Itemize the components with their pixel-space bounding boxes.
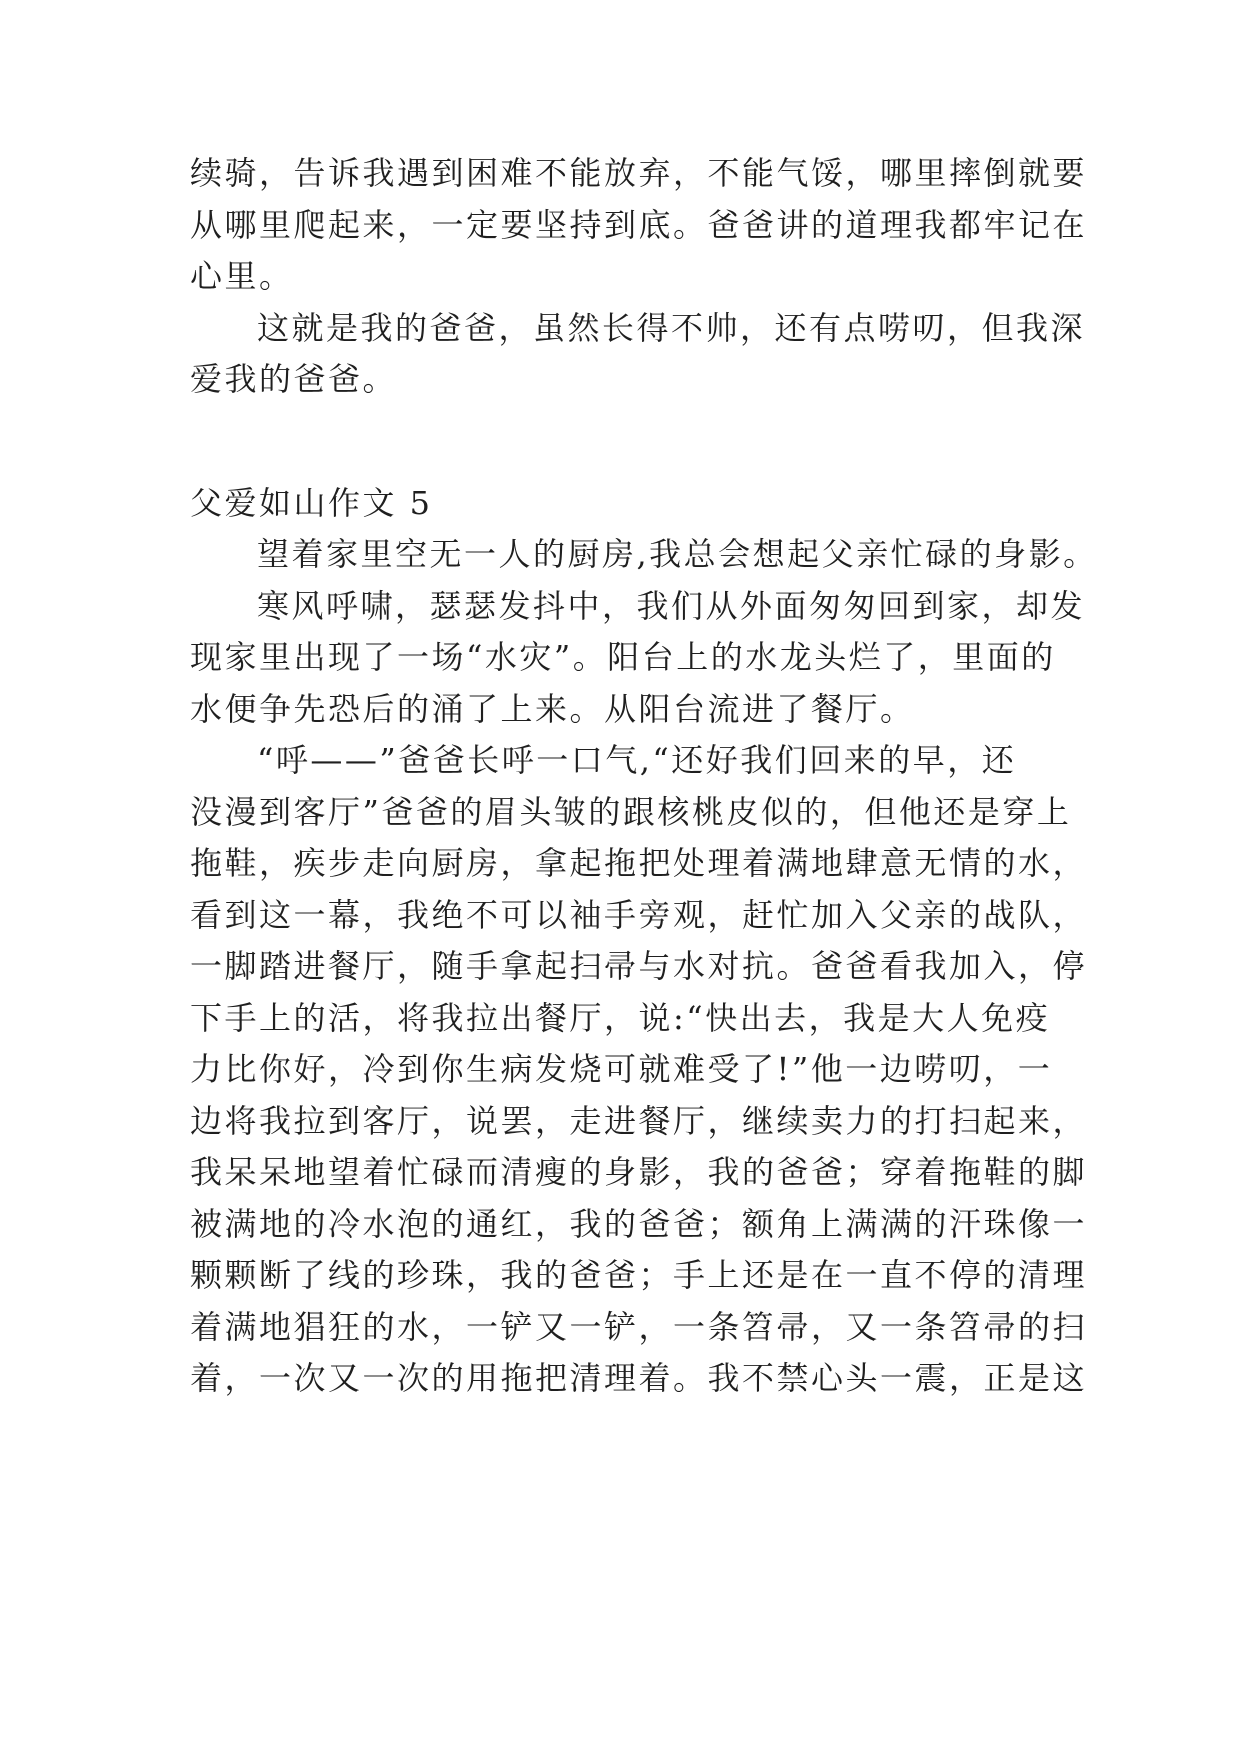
text-line: 边将我拉到客厅，说罢，走进餐厅，继续卖力的打扫起来，: [190, 1101, 1088, 1140]
text-line: 拖鞋，疾步走向厨房，拿起拖把处理着满地肆意无情的水，: [190, 844, 1088, 882]
text-line: 着满地猖狂的水，一铲又一铲，一条笤帚，又一条笤帚的扫: [190, 1307, 1088, 1346]
text-line: 水便争先恐后的涌了上来。从阳台流进了餐厅。: [190, 689, 915, 728]
document-body: [190, 148, 1098, 1405]
paragraph-continuation: [190, 148, 1088, 303]
text-line: 寒风呼啸，瑟瑟发抖中，我们从外面匆匆回到家，却发: [257, 586, 1086, 625]
text-line: 现家里出现了一场“水灾”。阳台上的水龙头烂了，里面的: [190, 638, 1056, 676]
text-line: 下手上的活，将我拉出餐厅，说:“快出去，我是大人免疫: [190, 998, 1051, 1037]
text-line: 看到这一幕，我绝不可以袖手旁观，赶忙加入父亲的战队，: [190, 895, 1088, 934]
paragraph-3: [190, 735, 1088, 1405]
spacer: [190, 406, 1050, 478]
text-line: 这就是我的爸爸，虽然长得不帅，还有点唠叨，但我深: [257, 308, 1086, 347]
text-line: 续骑，告诉我遇到困难不能放弃，不能气馁，哪里摔倒就要: [190, 154, 1088, 192]
text-line: 一脚踏进餐厅，随手拿起扫帚与水对抗。爸爸看我加入，停: [190, 947, 1088, 985]
text-line: 力比你好，冷到你生病发烧可就难受了!”他一边唠叨，一: [190, 1050, 1053, 1088]
text-line: 心里。: [190, 257, 294, 295]
text-line: “呼——”爸爸长呼一口气,“还好我们回来的早，还: [257, 741, 1017, 779]
paragraph-2: [190, 581, 1086, 736]
text-line: 颗颗断了线的珍珠，我的爸爸；手上还是在一直不停的清理: [190, 1256, 1088, 1294]
text-line: 爱我的爸爸。: [190, 360, 398, 398]
text-line: 没漫到客厅”爸爸的眉头皱的跟核桃皮似的，但他还是穿上: [190, 792, 1072, 831]
paragraph-closing: [190, 303, 1086, 406]
section-title: 父爱如山作文 5: [190, 483, 433, 522]
text-line: 被满地的冷水泡的通红，我的爸爸；额角上满满的汗珠像一: [190, 1204, 1088, 1243]
text-line: 我呆呆地望着忙碌而清瘦的身影，我的爸爸；穿着拖鞋的脚: [190, 1153, 1088, 1191]
text-line: 着，一次又一次的用拖把清理着。我不禁心头一震，正是这: [190, 1359, 1088, 1397]
paragraph-1: [190, 529, 1098, 581]
text-line: 从哪里爬起来，一定要坚持到底。爸爸讲的道理我都牢记在: [190, 205, 1088, 244]
text-line: 望着家里空无一人的厨房,我总会想起父亲忙碌的身影。: [257, 535, 1098, 573]
